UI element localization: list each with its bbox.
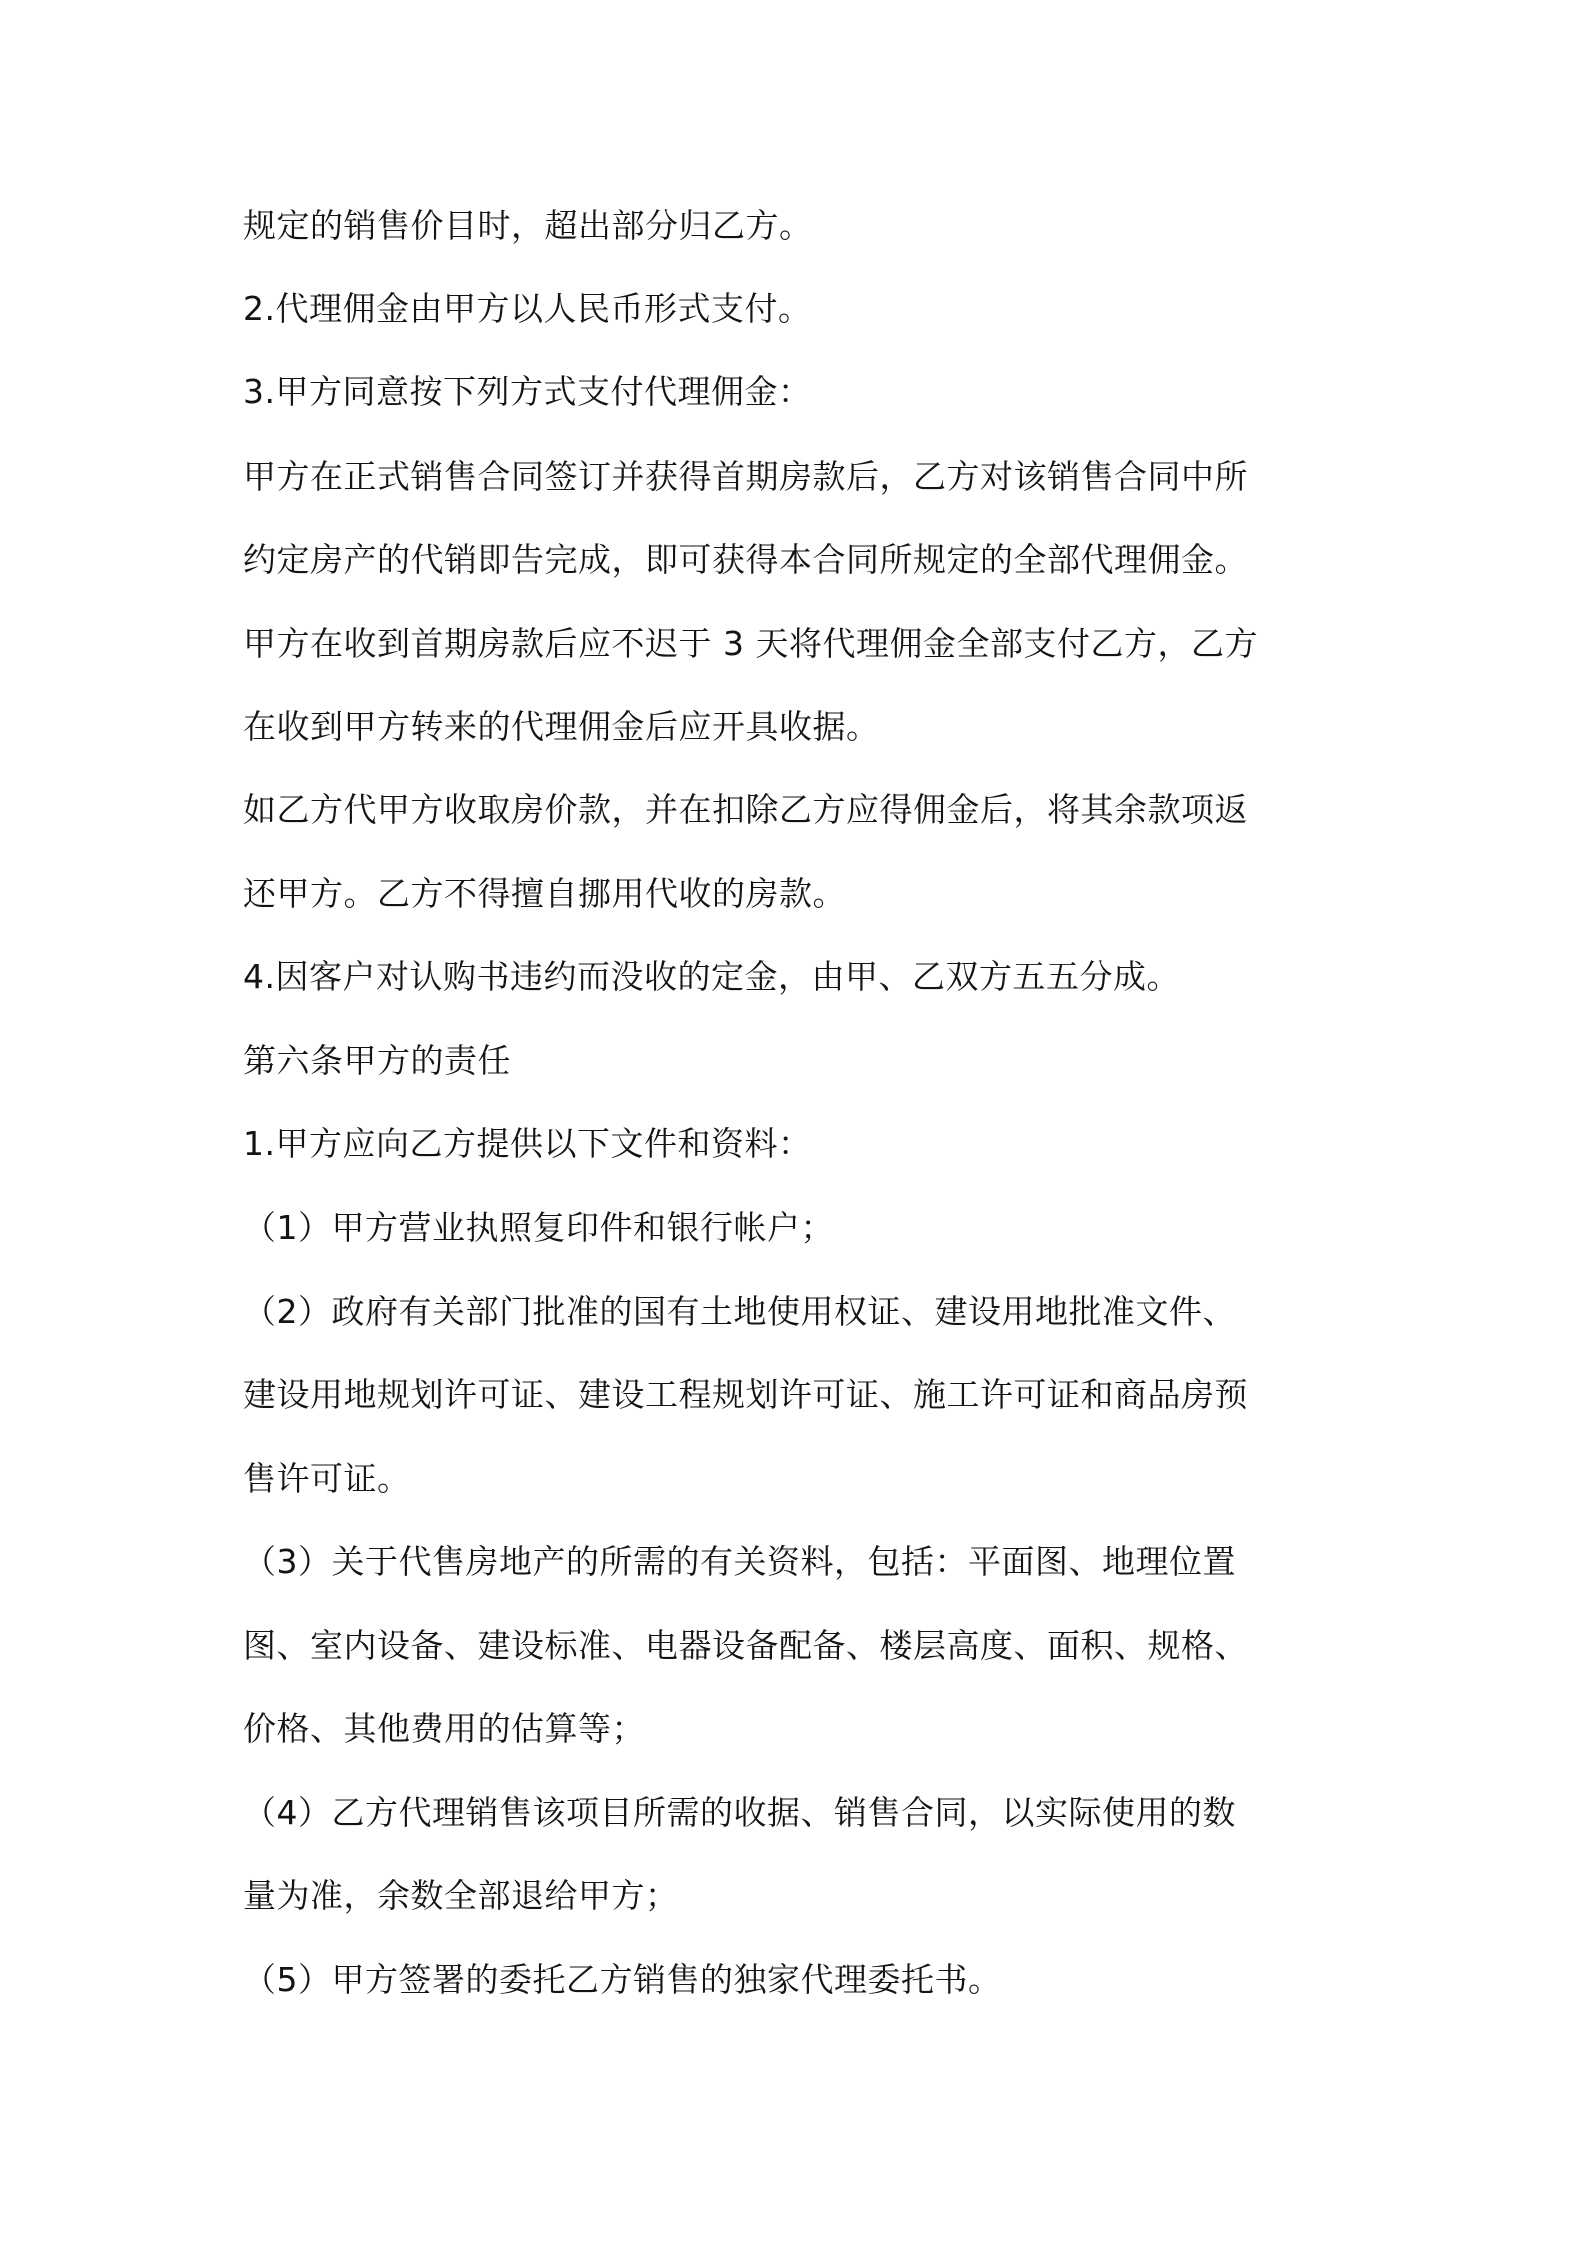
text-line-21: 量为准，余数全部退给甲方；: [243, 1876, 679, 1915]
text-line-12: 1.甲方应向乙方提供以下文件和资料：: [243, 1124, 812, 1163]
text-line-4: 甲方在正式销售合同签订并获得首期房款后，乙方对该销售合同中所: [243, 457, 1248, 496]
text-line-3: 3.甲方同意按下列方式支付代理佣金：: [243, 372, 812, 411]
text-line-14: （2）政府有关部门批准的国有土地使用权证、建设用地批准文件、: [243, 1292, 1236, 1331]
text-line-20: （4）乙方代理销售该项目所需的收据、销售合同，以实际使用的数: [243, 1793, 1236, 1832]
text-line-17: （3）关于代售房地产的所需的有关资料，包括：平面图、地理位置: [243, 1542, 1236, 1581]
text-line-10: 4.因客户对认购书违约而没收的定金，由甲、乙双方五五分成。: [243, 957, 1180, 996]
text-line-13: （1）甲方营业执照复印件和银行帐户；: [243, 1208, 834, 1247]
text-line-1: 规定的销售价目时，超出部分归乙方。: [243, 206, 813, 245]
text-line-2: 2.代理佣金由甲方以人民币形式支付。: [243, 289, 812, 328]
text-line-7: 在收到甲方转来的代理佣金后应开具收据。: [243, 707, 880, 746]
text-line-5: 约定房产的代销即告完成，即可获得本合同所规定的全部代理佣金。: [243, 540, 1248, 579]
text-line-16: 售许可证。: [243, 1459, 411, 1498]
text-line-18: 图、室内设备、建设标准、电器设备配备、楼层高度、面积、规格、: [243, 1626, 1248, 1665]
text-line-19: 价格、其他费用的估算等；: [243, 1709, 645, 1748]
text-line-9: 还甲方。乙方不得擅自挪用代收的房款。: [243, 874, 846, 913]
text-line-6: 甲方在收到首期房款后应不迟于 3 天将代理佣金全部支付乙方，乙方: [243, 624, 1258, 663]
text-line-8: 如乙方代甲方收取房价款，并在扣除乙方应得佣金后，将其余款项返: [243, 790, 1248, 829]
text-line-22: （5）甲方签署的委托乙方销售的独家代理委托书。: [243, 1960, 1002, 1999]
text-line-15: 建设用地规划许可证、建设工程规划许可证、施工许可证和商品房预: [243, 1375, 1248, 1414]
section-heading: 第六条甲方的责任: [243, 1041, 511, 1080]
